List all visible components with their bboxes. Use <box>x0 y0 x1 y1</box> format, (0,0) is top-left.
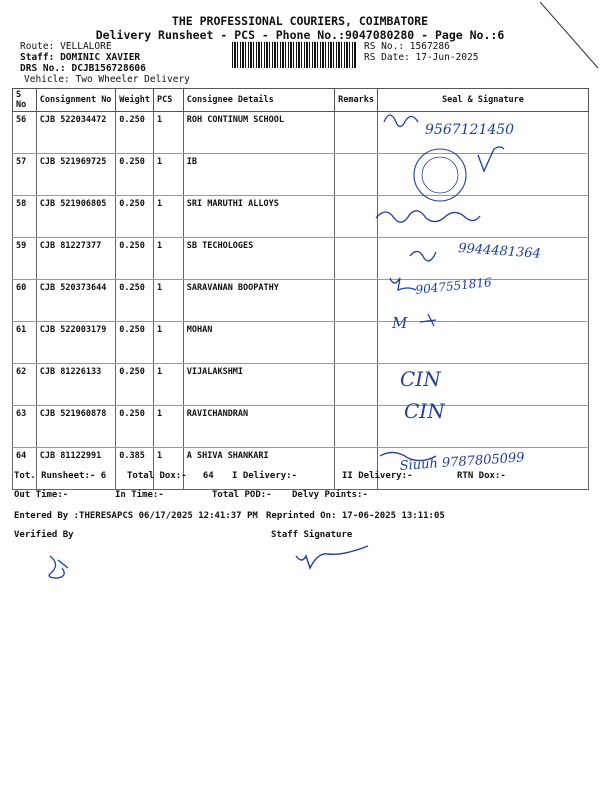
barcode <box>232 42 356 68</box>
col-consignment: Consignment No <box>36 89 115 112</box>
staff-signature-label: Staff Signature <box>271 530 353 540</box>
reprinted-on: Reprinted On: 17-06-2025 13:11:05 <box>266 511 445 521</box>
drs-line: DRS No.: DCJB156728606 <box>20 63 146 74</box>
signature-mark <box>390 278 416 290</box>
signature-text: 9944481364 <box>457 241 542 262</box>
signature-overlay <box>370 100 595 480</box>
signature-text: 9567121450 <box>425 122 515 138</box>
staff-line: Staff: DOMINIC XAVIER <box>20 52 141 63</box>
total-pod: Total POD:- <box>212 490 272 500</box>
signature-text: 9047551816 <box>414 275 493 297</box>
in-time: In Time:- <box>115 490 164 500</box>
verifier-signature-mark <box>40 550 80 582</box>
col-seal-signature: Seal & Signature <box>377 89 588 112</box>
signature-text: CIN <box>404 399 445 423</box>
delvy-points: Delvy Points:- <box>292 490 368 500</box>
entered-by: Entered By :THERESAPCS 06/17/2025 12:41:37 PM <box>14 511 258 521</box>
table-row: 63 CJB 521960878 0.250 1 RAVICHANDRAN <box>13 406 589 448</box>
table-row: 58 CJB 521906805 0.250 1 SRI MARUTHI ALLOYS <box>13 196 589 238</box>
signature-text: Siuuh 9787805099 <box>399 450 526 474</box>
col-sno: S No <box>13 89 37 112</box>
col-pcs: PCS <box>153 89 183 112</box>
signature-text: CIN <box>400 367 441 391</box>
signature-mark <box>420 314 436 326</box>
signature-mark <box>478 147 504 171</box>
table-row: 62 CJB 81226133 0.250 1 VIJALAKSHMI <box>13 364 589 406</box>
signature-mark <box>384 115 418 127</box>
table-row: 64 CJB 81122991 0.385 1 A SHIVA SHANKARI <box>13 448 589 490</box>
verified-by-label: Verified By <box>14 530 74 540</box>
rs-no-line: RS No.: 1567286 <box>364 41 450 52</box>
vehicle-line: Vehicle: Two Wheeler Delivery <box>24 74 190 85</box>
table-row: 61 CJB 522003179 0.250 1 MOHAN <box>13 322 589 364</box>
signature-mark <box>410 251 436 260</box>
table-row: 59 CJB 81227377 0.250 1 SB TECHOLOGES <box>13 238 589 280</box>
company-title: THE PROFESSIONAL COURIERS, COIMBATORE <box>171 14 429 28</box>
out-time: Out Time:- <box>14 490 69 500</box>
signature-mark <box>376 211 480 222</box>
table-row: 60 CJB 520373644 0.250 1 SARAVANAN BOOPATHY <box>13 280 589 322</box>
table-row: 57 CJB 521969725 0.250 1 IB <box>13 154 589 196</box>
col-weight: Weight <box>116 89 154 112</box>
i-delivery: I Delivery:- <box>232 471 298 481</box>
rtn-dox: RTN Dox:- <box>457 471 506 481</box>
rs-date-line: RS Date: 17-Jun-2025 <box>364 52 479 63</box>
ii-delivery: II Delivery:- <box>342 471 413 481</box>
route-line: Route: VELLALORE <box>20 41 112 52</box>
staff-signature-mark <box>290 542 380 572</box>
runsheet-subtitle: Delivery Runsheet - PCS - Phone No.:9047080280 - Page No.:6 <box>95 28 505 42</box>
col-consignee: Consignee Details <box>183 89 334 112</box>
col-remarks: Remarks <box>335 89 378 112</box>
total-dox: Total Dox:- 64 <box>127 471 214 481</box>
tot-runsheet: Tot. Runsheet:- 6 <box>14 471 107 481</box>
signature-text: M <box>392 314 408 332</box>
table-row: 56 CJB 522034472 0.250 1 ROH CONTINUM SCHOOL <box>13 112 589 154</box>
